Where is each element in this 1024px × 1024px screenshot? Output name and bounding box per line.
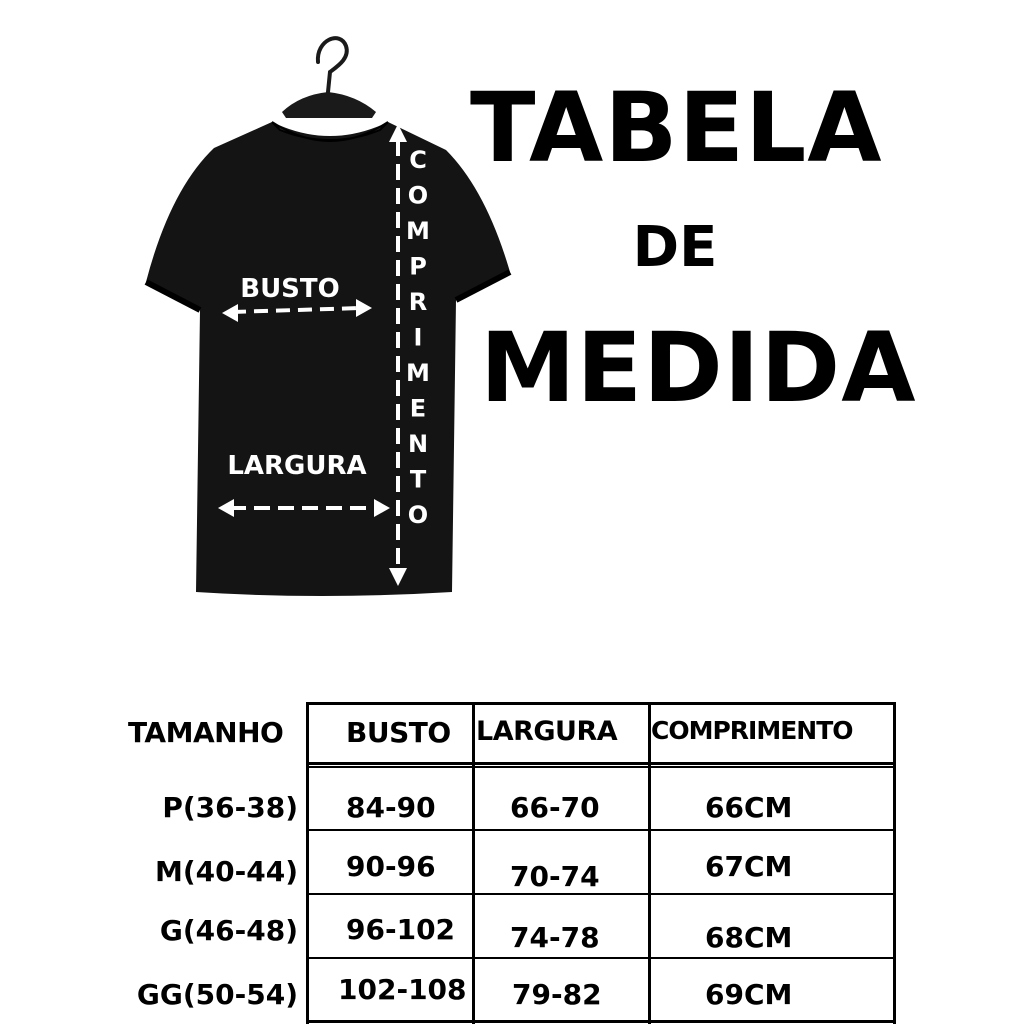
table-border-bottom [306,1020,896,1023]
comprimento-letter: M [406,359,430,387]
comprimento-letter: O [407,501,429,529]
busto-label: BUSTO [240,274,340,304]
largura-cell: 74-78 [510,921,600,954]
size-cell: M(40-44) [154,855,298,888]
comprimento-letter: E [409,394,427,423]
busto-cell: 84-90 [346,791,436,824]
size-cell: GG(50-54) [136,978,298,1011]
comprimento-letter: C [409,146,427,174]
largura-cell: 66-70 [510,791,600,824]
largura-label: LARGURA [227,451,367,481]
table-row-divider [306,829,896,831]
title-de: DE [632,215,718,280]
size-cell: G(46-48) [159,914,298,947]
comprimento-letter: T [409,465,427,494]
title-tabela: TABELA [470,72,883,184]
table-col-divider [306,702,309,1024]
comprimento-letter: P [409,252,427,281]
hanger-icon [282,38,376,118]
table-col-divider [893,702,896,1024]
table-col-divider [648,702,651,1024]
header-largura: LARGURA [476,716,618,747]
comprimento-cell: 68CM [705,921,793,954]
size-cell: P(36-38) [162,791,298,824]
comprimento-cell: 66CM [705,791,793,824]
table-row-divider [306,766,896,768]
comprimento-letter: O [407,181,429,210]
header-tamanho: TAMANHO [128,716,284,749]
busto-cell: 102-108 [338,973,467,1006]
largura-cell: 70-74 [510,860,600,893]
table-border-top [306,702,896,705]
comprimento-letter: R [408,288,428,316]
table-row-divider [306,957,896,959]
table-header-divider [306,762,896,765]
busto-cell: 90-96 [346,850,436,883]
title-medida: MEDIDA [480,312,917,424]
table-col-divider [472,702,475,1024]
table-row-divider [306,893,896,895]
comprimento-letter: I [413,323,423,352]
header-comprimento: COMPRIMENTO [651,716,853,745]
comprimento-cell: 67CM [705,850,793,883]
comprimento-letter: M [406,217,430,245]
comprimento-letter: N [407,430,429,458]
largura-cell: 79-82 [512,978,602,1011]
busto-cell: 96-102 [346,913,456,946]
header-busto: BUSTO [346,716,451,749]
shirt-body [146,122,510,596]
comprimento-cell: 69CM [705,978,793,1011]
